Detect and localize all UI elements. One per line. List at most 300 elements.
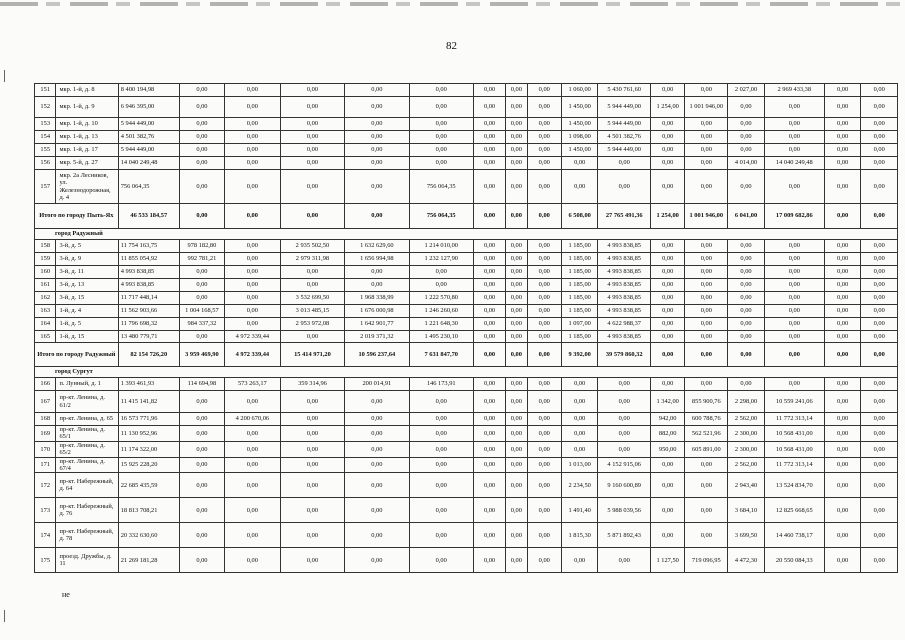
total-label: Итого по городу Пыть-Ях — [35, 204, 119, 229]
value-cell: 14 460 738,17 — [764, 523, 824, 548]
value-cell: 0,00 — [179, 170, 224, 204]
value-cell: 0,00 — [651, 131, 685, 144]
value-cell: 600 788,76 — [685, 413, 728, 426]
row-number: 162 — [35, 292, 56, 305]
value-cell: 0,00 — [824, 118, 860, 131]
value-cell: 0,00 — [409, 426, 473, 442]
table-row — [35, 318, 898, 331]
value-cell: 0,00 — [280, 548, 344, 573]
value-cell: 0,00 — [728, 240, 764, 253]
value-cell: 0,00 — [861, 157, 898, 170]
value-cell: 0,00 — [179, 441, 224, 457]
value-cell: 984 337,32 — [179, 318, 224, 331]
value-cell: 1 676 000,98 — [345, 305, 409, 318]
table-row — [35, 523, 898, 548]
value-cell: 0,00 — [764, 279, 824, 292]
value-cell: 0,00 — [824, 523, 860, 548]
table-row — [35, 331, 898, 343]
value-cell: 0,00 — [179, 548, 224, 573]
address-cell: пр-кт. Набережный, д. 64 — [56, 473, 118, 498]
value-cell: 0,00 — [345, 170, 409, 204]
value-cell: 0,00 — [598, 170, 651, 204]
value-cell: 0,00 — [473, 457, 505, 473]
value-cell: 0,00 — [728, 331, 764, 343]
value-cell: 2 953 972,08 — [280, 318, 344, 331]
value-cell: 11 772 313,14 — [764, 413, 824, 426]
value-cell: 2 562,00 — [728, 457, 764, 473]
value-cell: 0,00 — [651, 240, 685, 253]
value-cell: 200 014,91 — [345, 378, 409, 391]
row-number: 171 — [35, 457, 56, 473]
value-cell: 1 342,00 — [651, 391, 685, 413]
value-cell: 0,00 — [409, 279, 473, 292]
value-cell: 0,00 — [824, 457, 860, 473]
value-cell: 0,00 — [224, 441, 280, 457]
value-cell: 978 182,80 — [179, 240, 224, 253]
value-cell: 4 472,30 — [728, 548, 764, 573]
value-cell: 0,00 — [824, 426, 860, 442]
total-cell: 0,00 — [728, 343, 764, 367]
value-cell: 0,00 — [527, 305, 561, 318]
value-cell: 0,00 — [506, 473, 527, 498]
value-cell: 0,00 — [861, 331, 898, 343]
value-cell: 0,00 — [527, 118, 561, 131]
value-cell: 1 491,40 — [561, 498, 597, 523]
value-cell: 0,00 — [473, 279, 505, 292]
value-cell: 1 968 338,99 — [345, 292, 409, 305]
value-cell: 0,00 — [280, 118, 344, 131]
value-cell: 0,00 — [764, 266, 824, 279]
value-cell: 0,00 — [409, 157, 473, 170]
address-cell: пр-кт. Ленина, д. 65/2 — [56, 441, 118, 457]
value-cell: 855 900,76 — [685, 391, 728, 413]
total-cell: 1 254,00 — [651, 204, 685, 229]
value-cell: 11 772 313,14 — [764, 457, 824, 473]
value-cell: 4 993 838,85 — [598, 253, 651, 266]
total-cell: 0,00 — [345, 204, 409, 229]
value-cell: 0,00 — [280, 391, 344, 413]
value-cell: 0,00 — [728, 318, 764, 331]
value-cell: 0,00 — [685, 240, 728, 253]
address-cell: мкр. 1-й, д. 8 — [56, 84, 118, 97]
total-cell: 756 064,35 — [409, 204, 473, 229]
value-cell: 0,00 — [506, 97, 527, 118]
table-body — [35, 84, 898, 573]
value-cell: 0,00 — [179, 457, 224, 473]
value-cell: 20 332 630,60 — [118, 523, 179, 548]
row-number: 166 — [35, 378, 56, 391]
value-cell: 10 568 431,00 — [764, 441, 824, 457]
value-cell: 11 415 141,82 — [118, 391, 179, 413]
value-cell: 0,00 — [345, 523, 409, 548]
value-cell: 0,00 — [473, 391, 505, 413]
value-cell: 0,00 — [280, 84, 344, 97]
value-cell: 0,00 — [527, 170, 561, 204]
value-cell: 0,00 — [179, 391, 224, 413]
value-cell: 0,00 — [685, 279, 728, 292]
value-cell: 14 040 249,48 — [764, 157, 824, 170]
total-cell: 0,00 — [506, 343, 527, 367]
value-cell: 0,00 — [861, 426, 898, 442]
value-cell: 0,00 — [345, 84, 409, 97]
value-cell: 0,00 — [651, 498, 685, 523]
value-cell: 0,00 — [861, 170, 898, 204]
value-cell: 0,00 — [651, 266, 685, 279]
value-cell: 5 944 449,00 — [598, 97, 651, 118]
value-cell: 0,00 — [345, 266, 409, 279]
table-row — [35, 413, 898, 426]
value-cell: 0,00 — [861, 318, 898, 331]
table-row — [35, 84, 898, 97]
value-cell: 0,00 — [409, 413, 473, 426]
value-cell: 756 064,35 — [118, 170, 179, 204]
value-cell: 4 014,00 — [728, 157, 764, 170]
table-row — [35, 473, 898, 498]
value-cell: 0,00 — [409, 391, 473, 413]
value-cell: 0,00 — [409, 473, 473, 498]
total-cell: 27 765 491,36 — [598, 204, 651, 229]
value-cell: 2 027,00 — [728, 84, 764, 97]
value-cell: 0,00 — [224, 157, 280, 170]
value-cell: 0,00 — [506, 331, 527, 343]
table-row — [35, 157, 898, 170]
value-cell: 13 524 834,70 — [764, 473, 824, 498]
value-cell: 0,00 — [527, 498, 561, 523]
page-number: 82 — [446, 40, 457, 52]
value-cell: 16 573 771,96 — [118, 413, 179, 426]
value-cell: 4 972 339,44 — [224, 331, 280, 343]
table-row — [35, 426, 898, 442]
value-cell: 0,00 — [527, 279, 561, 292]
value-cell: 0,00 — [473, 498, 505, 523]
value-cell: 1 185,00 — [561, 305, 597, 318]
value-cell: 0,00 — [824, 131, 860, 144]
value-cell: 0,00 — [824, 266, 860, 279]
table-row — [35, 305, 898, 318]
value-cell: 0,00 — [728, 170, 764, 204]
value-cell: 1 185,00 — [561, 240, 597, 253]
value-cell: 0,00 — [861, 391, 898, 413]
table-row — [35, 170, 898, 204]
value-cell: 1 232 127,90 — [409, 253, 473, 266]
value-cell: 0,00 — [345, 157, 409, 170]
table-row — [35, 118, 898, 131]
value-cell: 13 480 779,71 — [118, 331, 179, 343]
value-cell: 1 098,00 — [561, 131, 597, 144]
total-cell: 0,00 — [473, 343, 505, 367]
value-cell: 0,00 — [685, 318, 728, 331]
value-cell: 0,00 — [561, 157, 597, 170]
value-cell: 0,00 — [345, 548, 409, 573]
row-number: 164 — [35, 318, 56, 331]
total-cell: 0,00 — [861, 343, 898, 367]
value-cell: 0,00 — [764, 240, 824, 253]
value-cell: 1 450,00 — [561, 118, 597, 131]
value-cell: 0,00 — [473, 548, 505, 573]
value-cell: 11 562 903,66 — [118, 305, 179, 318]
value-cell: 0,00 — [506, 266, 527, 279]
value-cell: 0,00 — [685, 253, 728, 266]
value-cell: 0,00 — [473, 426, 505, 442]
value-cell: 0,00 — [409, 457, 473, 473]
value-cell: 0,00 — [527, 240, 561, 253]
value-cell: 1 127,50 — [651, 548, 685, 573]
value-cell: 5 430 761,60 — [598, 84, 651, 97]
table-row — [35, 253, 898, 266]
value-cell: 719 096,95 — [685, 548, 728, 573]
value-cell: 0,00 — [280, 144, 344, 157]
value-cell: 0,00 — [280, 523, 344, 548]
value-cell: 0,00 — [345, 498, 409, 523]
value-cell: 0,00 — [179, 473, 224, 498]
value-cell: 4 152 915,06 — [598, 457, 651, 473]
value-cell: 1 001 946,00 — [685, 97, 728, 118]
value-cell: 0,00 — [224, 279, 280, 292]
value-cell: 950,00 — [651, 441, 685, 457]
value-cell: 2 300,00 — [728, 426, 764, 442]
value-cell: 0,00 — [179, 131, 224, 144]
value-cell: 0,00 — [409, 131, 473, 144]
value-cell: 1 222 570,80 — [409, 292, 473, 305]
value-cell: 0,00 — [861, 378, 898, 391]
value-cell: 0,00 — [651, 473, 685, 498]
address-cell: мкр. 1-й, д. 17 — [56, 144, 118, 157]
value-cell: 0,00 — [728, 97, 764, 118]
value-cell: 15 925 228,20 — [118, 457, 179, 473]
value-cell: 11 855 054,92 — [118, 253, 179, 266]
value-cell: 0,00 — [824, 473, 860, 498]
address-cell: пр-кт. Ленина, д. 67/4 — [56, 457, 118, 473]
value-cell: 0,00 — [179, 84, 224, 97]
value-cell: 0,00 — [506, 157, 527, 170]
value-cell: 0,00 — [527, 473, 561, 498]
value-cell: 0,00 — [561, 378, 597, 391]
row-number: 157 — [35, 170, 56, 204]
value-cell: 0,00 — [861, 548, 898, 573]
value-cell: 12 825 668,65 — [764, 498, 824, 523]
value-cell: 0,00 — [561, 441, 597, 457]
row-number: 165 — [35, 331, 56, 343]
value-cell: 5 988 039,56 — [598, 498, 651, 523]
value-cell: 0,00 — [473, 84, 505, 97]
value-cell: 8 400 194,98 — [118, 84, 179, 97]
value-cell: 0,00 — [598, 391, 651, 413]
row-number: 168 — [35, 413, 56, 426]
value-cell: 0,00 — [224, 118, 280, 131]
value-cell: 0,00 — [651, 144, 685, 157]
address-cell: 3-й, д. 5 — [56, 240, 118, 253]
housing-repair-table — [34, 83, 898, 573]
value-cell: 605 891,00 — [685, 441, 728, 457]
address-cell: пр-кт. Ленина, д. 65/1 — [56, 426, 118, 442]
value-cell: 0,00 — [280, 97, 344, 118]
table-row — [35, 378, 898, 391]
value-cell: 0,00 — [527, 331, 561, 343]
value-cell: 2 298,00 — [728, 391, 764, 413]
value-cell: 0,00 — [280, 131, 344, 144]
value-cell: 0,00 — [224, 318, 280, 331]
total-cell: 1 001 946,00 — [685, 204, 728, 229]
value-cell: 0,00 — [561, 426, 597, 442]
value-cell: 1 495 230,10 — [409, 331, 473, 343]
value-cell: 0,00 — [598, 157, 651, 170]
value-cell: 0,00 — [506, 441, 527, 457]
value-cell: 0,00 — [561, 413, 597, 426]
value-cell: 0,00 — [280, 279, 344, 292]
table-row — [35, 144, 898, 157]
value-cell: 0,00 — [224, 266, 280, 279]
value-cell: 2 935 502,50 — [280, 240, 344, 253]
value-cell: 0,00 — [527, 266, 561, 279]
row-number: 175 — [35, 548, 56, 573]
value-cell: 0,00 — [728, 118, 764, 131]
value-cell: 359 314,96 — [280, 378, 344, 391]
value-cell: 0,00 — [280, 441, 344, 457]
value-cell: 0,00 — [473, 305, 505, 318]
value-cell: 0,00 — [506, 391, 527, 413]
value-cell: 942,00 — [651, 413, 685, 426]
row-number: 169 — [35, 426, 56, 442]
table-row — [35, 548, 898, 573]
table-row — [35, 279, 898, 292]
value-cell: 0,00 — [473, 253, 505, 266]
total-cell: 0,00 — [824, 204, 860, 229]
value-cell: 0,00 — [651, 292, 685, 305]
value-cell: 2 019 371,32 — [345, 331, 409, 343]
value-cell: 21 269 181,28 — [118, 548, 179, 573]
value-cell: 0,00 — [409, 498, 473, 523]
value-cell: 0,00 — [824, 441, 860, 457]
value-cell: 0,00 — [651, 378, 685, 391]
value-cell: 0,00 — [861, 97, 898, 118]
value-cell: 2 969 433,38 — [764, 84, 824, 97]
value-cell: 0,00 — [409, 144, 473, 157]
value-cell: 0,00 — [280, 413, 344, 426]
value-cell: 0,00 — [506, 292, 527, 305]
table-row — [35, 441, 898, 457]
row-number: 152 — [35, 97, 56, 118]
value-cell: 0,00 — [728, 292, 764, 305]
value-cell: 0,00 — [280, 473, 344, 498]
value-cell: 0,00 — [764, 97, 824, 118]
scan-top-edge — [0, 2, 905, 6]
value-cell: 562 521,96 — [685, 426, 728, 442]
value-cell: 0,00 — [764, 305, 824, 318]
value-cell: 0,00 — [473, 441, 505, 457]
value-cell: 1 097,00 — [561, 318, 597, 331]
row-number: 170 — [35, 441, 56, 457]
value-cell: 0,00 — [764, 331, 824, 343]
value-cell: 10 568 431,00 — [764, 426, 824, 442]
value-cell: 0,00 — [280, 426, 344, 442]
total-cell: 82 154 726,20 — [118, 343, 179, 367]
total-cell: 46 533 184,57 — [118, 204, 179, 229]
value-cell: 0,00 — [179, 266, 224, 279]
value-cell: 0,00 — [506, 413, 527, 426]
value-cell: 0,00 — [409, 548, 473, 573]
value-cell: 0,00 — [685, 305, 728, 318]
value-cell: 0,00 — [824, 253, 860, 266]
value-cell: 11 754 163,75 — [118, 240, 179, 253]
address-cell: пр-кт. Набережный, д. 76 — [56, 498, 118, 523]
value-cell: 0,00 — [179, 157, 224, 170]
scan-mark — [4, 70, 5, 82]
row-number: 158 — [35, 240, 56, 253]
value-cell: 0,00 — [598, 441, 651, 457]
value-cell: 0,00 — [824, 157, 860, 170]
value-cell: 2 300,00 — [728, 441, 764, 457]
value-cell: 0,00 — [685, 144, 728, 157]
row-number: 155 — [35, 144, 56, 157]
value-cell: 11 796 698,32 — [118, 318, 179, 331]
value-cell: 0,00 — [179, 523, 224, 548]
value-cell: 11 717 448,14 — [118, 292, 179, 305]
value-cell: 1 254,00 — [651, 97, 685, 118]
value-cell: 0,00 — [651, 170, 685, 204]
value-cell: 1 450,00 — [561, 144, 597, 157]
value-cell: 0,00 — [409, 441, 473, 457]
value-cell: 0,00 — [651, 253, 685, 266]
value-cell: 0,00 — [728, 266, 764, 279]
value-cell: 0,00 — [345, 391, 409, 413]
total-cell: 3 959 469,90 — [179, 343, 224, 367]
value-cell: 0,00 — [527, 144, 561, 157]
value-cell: 0,00 — [280, 170, 344, 204]
address-cell: мкр. 2а Лесников, ул. Железнодорожная, д. 4 — [56, 170, 118, 204]
address-cell: пр-кт. Ленина, д. 65 — [56, 413, 118, 426]
value-cell: 0,00 — [506, 279, 527, 292]
value-cell: 0,00 — [224, 170, 280, 204]
value-cell: 0,00 — [561, 391, 597, 413]
address-cell: 3-й, д. 15 — [56, 292, 118, 305]
value-cell: 0,00 — [224, 253, 280, 266]
value-cell: 5 944 449,00 — [118, 144, 179, 157]
row-number: 173 — [35, 498, 56, 523]
value-cell: 0,00 — [506, 170, 527, 204]
value-cell: 4 993 838,85 — [598, 305, 651, 318]
total-cell: 9 392,00 — [561, 343, 597, 367]
value-cell: 0,00 — [861, 266, 898, 279]
value-cell: 0,00 — [728, 279, 764, 292]
city-header-row — [35, 229, 898, 240]
value-cell: 0,00 — [506, 318, 527, 331]
address-cell: п. Лунный, д. 1 — [56, 378, 118, 391]
value-cell: 0,00 — [179, 144, 224, 157]
value-cell: 1 246 260,60 — [409, 305, 473, 318]
value-cell: 0,00 — [861, 118, 898, 131]
value-cell: 0,00 — [861, 441, 898, 457]
value-cell: 0,00 — [861, 413, 898, 426]
value-cell: 0,00 — [409, 523, 473, 548]
value-cell: 0,00 — [824, 144, 860, 157]
row-number: 167 — [35, 391, 56, 413]
value-cell: 0,00 — [764, 170, 824, 204]
value-cell: 0,00 — [179, 413, 224, 426]
value-cell: 0,00 — [473, 331, 505, 343]
value-cell: 0,00 — [685, 498, 728, 523]
value-cell: 0,00 — [861, 84, 898, 97]
table-row — [35, 391, 898, 413]
value-cell: 573 263,17 — [224, 378, 280, 391]
value-cell: 0,00 — [506, 118, 527, 131]
value-cell: 0,00 — [224, 240, 280, 253]
value-cell: 0,00 — [473, 144, 505, 157]
value-cell: 0,00 — [506, 84, 527, 97]
value-cell: 11 174 322,00 — [118, 441, 179, 457]
value-cell: 3 532 699,50 — [280, 292, 344, 305]
value-cell: 0,00 — [685, 292, 728, 305]
value-cell: 0,00 — [728, 253, 764, 266]
